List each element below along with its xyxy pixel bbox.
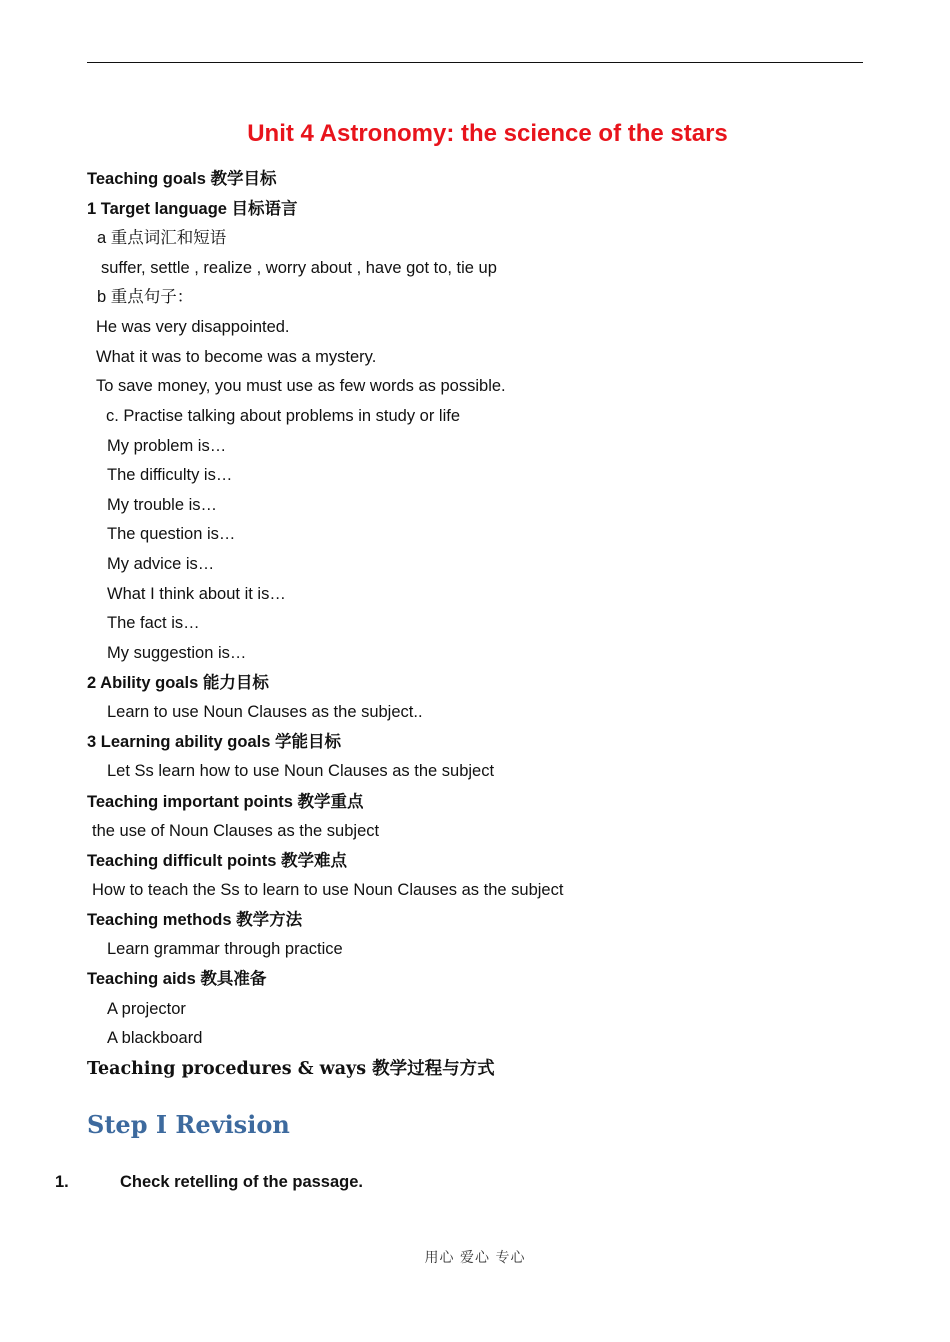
- heading-difficult-points: Teaching difficult points 教学难点: [87, 852, 348, 870]
- heading-learning-ability-goals: 3 Learning ability goals 学能目标: [87, 733, 341, 751]
- list-item-number: 1.: [55, 1173, 69, 1191]
- phrase-line: The fact is…: [107, 614, 200, 632]
- difficult-points-text: How to teach the Ss to learn to use Noun Clauses as the subject: [92, 881, 564, 899]
- heading-ability-goals: 2 Ability goals 能力目标: [87, 674, 269, 692]
- heading-teaching-procedures: Teaching procedures & ways 教学过程与方式: [87, 1059, 495, 1079]
- phrase-line: My advice is…: [107, 555, 215, 573]
- phrase-line: The question is…: [107, 525, 236, 543]
- sentence-line: To save money, you must use as few words as possible.: [96, 377, 506, 395]
- sentence-line: He was very disappointed.: [96, 318, 290, 336]
- teaching-methods-text: Learn grammar through practice: [107, 940, 343, 958]
- step-heading: Step I Revision: [87, 1110, 290, 1139]
- teaching-aid-item: A blackboard: [107, 1029, 203, 1047]
- phrase-line: My suggestion is…: [107, 644, 247, 662]
- sentence-line: What it was to become was a mystery.: [96, 348, 377, 366]
- heading-target-language: 1 Target language 目标语言: [87, 200, 298, 218]
- phrase-line: My problem is…: [107, 437, 227, 455]
- heading-teaching-aids: Teaching aids 教具准备: [87, 970, 267, 988]
- ability-goals-text: Learn to use Noun Clauses as the subject..: [107, 703, 423, 721]
- heading-teaching-goals: Teaching goals 教学目标: [87, 170, 277, 188]
- subheading-vocabulary: a 重点词汇和短语: [97, 229, 227, 247]
- learning-ability-text: Let Ss learn how to use Noun Clauses as the subject: [107, 762, 495, 780]
- subheading-practise: c. Practise talking about problems in study or life: [106, 407, 461, 425]
- phrase-line: What I think about it is…: [107, 585, 286, 603]
- page-footer: 用心 爱心 专心: [424, 1250, 526, 1266]
- important-points-text: the use of Noun Clauses as the subject: [92, 822, 380, 840]
- header-rule: [87, 62, 863, 63]
- subheading-sentences: b 重点句子：: [97, 288, 194, 306]
- phrase-line: The difficulty is…: [107, 466, 233, 484]
- heading-important-points: Teaching important points 教学重点: [87, 793, 364, 811]
- teaching-aid-item: A projector: [107, 1000, 186, 1018]
- phrase-line: My trouble is…: [107, 496, 218, 514]
- list-item-text: Check retelling of the passage.: [120, 1173, 363, 1191]
- heading-teaching-methods: Teaching methods 教学方法: [87, 911, 303, 929]
- vocabulary-list: suffer, settle , realize , worry about , have got to, tie up: [101, 259, 497, 277]
- document-title: Unit 4 Astronomy: the science of the stars: [247, 120, 728, 147]
